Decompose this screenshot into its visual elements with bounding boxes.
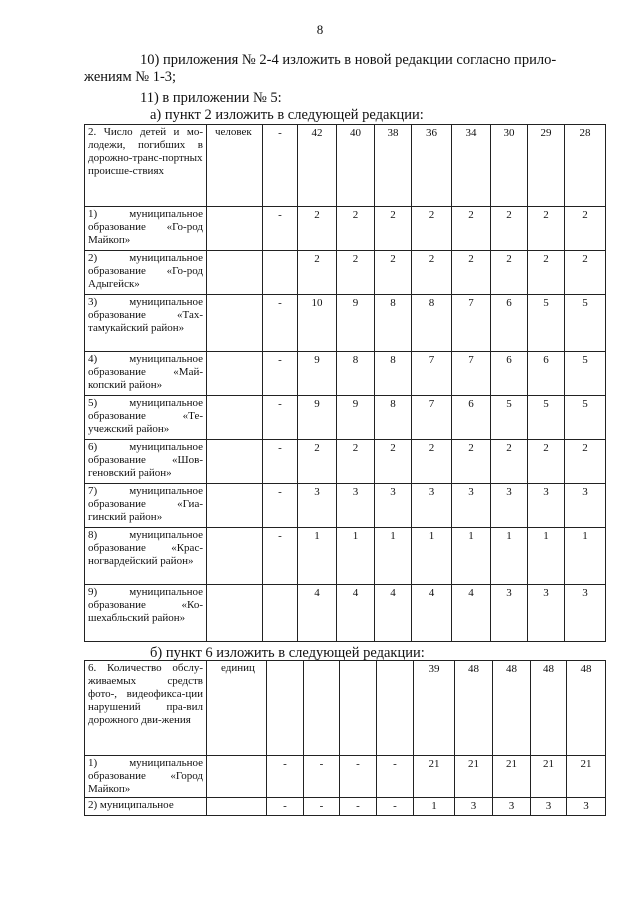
value-cell: 2: [528, 207, 565, 251]
value-cell: 38: [375, 125, 412, 207]
value-cell: 2: [298, 207, 337, 251]
value-cell: 2: [412, 440, 452, 484]
value-cell: 2: [337, 440, 375, 484]
row-label: 4) муниципальное образование «Май-копский район»: [85, 352, 207, 396]
row-label: 9) муниципальное образование «Ко-шехабльский район»: [85, 585, 207, 642]
value-cell: 21: [567, 756, 606, 798]
value-cell: -: [377, 798, 414, 816]
value-cell: 21: [455, 756, 493, 798]
value-cell: 5: [491, 396, 528, 440]
dash-cell: -: [263, 484, 298, 528]
table-row: [85, 484, 606, 528]
value-cell: 48: [493, 661, 531, 756]
value-cell: 48: [455, 661, 493, 756]
table-row: [85, 295, 606, 352]
value-cell: -: [267, 798, 304, 816]
value-cell: 3: [528, 484, 565, 528]
value-cell: 9: [298, 352, 337, 396]
value-cell: 3: [491, 484, 528, 528]
value-cell: 2: [491, 251, 528, 295]
value-cell: 2: [452, 207, 491, 251]
value-cell: 28: [565, 125, 606, 207]
value-cell: 2: [375, 207, 412, 251]
value-cell: 6: [528, 352, 565, 396]
value-cell: 2: [528, 440, 565, 484]
value-cell: 1: [528, 528, 565, 585]
page-number: 8: [316, 22, 324, 37]
value-cell: 21: [414, 756, 455, 798]
value-cell: 2: [298, 251, 337, 295]
value-cell: 5: [528, 295, 565, 352]
value-cell: 3: [491, 585, 528, 642]
value-cell: 3: [452, 484, 491, 528]
value-cell: 7: [412, 396, 452, 440]
value-cell: 30: [491, 125, 528, 207]
table-row: [85, 756, 606, 798]
value-cell: 2: [565, 440, 606, 484]
value-cell: 5: [528, 396, 565, 440]
table-row: [85, 125, 606, 207]
value-cell: 1: [412, 528, 452, 585]
value-cell: 2: [452, 251, 491, 295]
value-cell: 2: [375, 440, 412, 484]
table-b: [84, 660, 606, 816]
value-cell: 5: [565, 396, 606, 440]
dash-cell: -: [263, 352, 298, 396]
dash-cell: -: [263, 125, 298, 207]
value-cell: 9: [337, 396, 375, 440]
value-cell: 6: [491, 352, 528, 396]
value-cell: 3: [493, 798, 531, 816]
value-cell: 8: [337, 352, 375, 396]
row-label: 6) муниципальное образование «Шов-геновский район»: [85, 440, 207, 484]
value-cell: 48: [567, 661, 606, 756]
row-label: 3) муниципальное образование «Тах-тамукайский район»: [85, 295, 207, 352]
value-cell: 3: [298, 484, 337, 528]
value-cell: 2: [337, 251, 375, 295]
value-cell: 42: [298, 125, 337, 207]
paragraph-11: 11) в приложении № 5:: [140, 90, 282, 106]
value-cell: [267, 661, 304, 756]
table-row: [85, 251, 606, 295]
value-cell: -: [340, 798, 377, 816]
value-cell: 3: [375, 484, 412, 528]
unit-cell: единиц: [207, 661, 267, 756]
dash-cell: -: [263, 207, 298, 251]
row-label: 2. Число детей и мо-лодежи, погибших в дорожно-транс-портных происше-ствиях: [85, 125, 207, 207]
value-cell: 1: [337, 528, 375, 585]
value-cell: 2: [491, 440, 528, 484]
value-cell: 1: [565, 528, 606, 585]
value-cell: 2: [337, 207, 375, 251]
value-cell: 4: [298, 585, 337, 642]
value-cell: [340, 661, 377, 756]
row-label: 5) муниципальное образование «Те-учежский район»: [85, 396, 207, 440]
value-cell: 2: [565, 207, 606, 251]
value-cell: 1: [414, 798, 455, 816]
unit-cell: [207, 798, 267, 816]
row-label: 6. Количество обслу-живаемых средств фото-, видеофикса-ции нарушений пра-вил дорожного дви-жения: [85, 661, 207, 756]
table-row: [85, 396, 606, 440]
value-cell: 1: [452, 528, 491, 585]
unit-cell: [207, 440, 263, 484]
value-cell: 9: [298, 396, 337, 440]
paragraph-10-line2: жениям № 1-3;: [84, 69, 177, 85]
value-cell: 3: [565, 484, 606, 528]
table-row: [85, 440, 606, 484]
table-row: [85, 585, 606, 642]
value-cell: 5: [565, 295, 606, 352]
table-row: [85, 352, 606, 396]
unit-cell: [207, 251, 263, 295]
dash-cell: -: [263, 396, 298, 440]
value-cell: -: [267, 756, 304, 798]
value-cell: -: [304, 756, 340, 798]
value-cell: -: [304, 798, 340, 816]
unit-cell: [207, 484, 263, 528]
dash-cell: -: [263, 440, 298, 484]
table-a: [84, 124, 606, 642]
value-cell: 4: [375, 585, 412, 642]
value-cell: 1: [375, 528, 412, 585]
table-row: [85, 798, 606, 816]
value-cell: 2: [375, 251, 412, 295]
subparagraph-a: а) пункт 2 изложить в следующей редакции:: [150, 107, 424, 123]
value-cell: 10: [298, 295, 337, 352]
value-cell: 1: [491, 528, 528, 585]
value-cell: 3: [567, 798, 606, 816]
dash-cell: -: [263, 528, 298, 585]
value-cell: [304, 661, 340, 756]
value-cell: -: [340, 756, 377, 798]
unit-cell: [207, 396, 263, 440]
row-label: 2) муниципальное образование «Го-род Адыгейск»: [85, 251, 207, 295]
table-row: [85, 661, 606, 756]
value-cell: 2: [412, 251, 452, 295]
unit-cell: [207, 756, 267, 798]
value-cell: 2: [412, 207, 452, 251]
row-label: 1) муниципальное образование «Город Майкоп»: [85, 756, 207, 798]
value-cell: [377, 661, 414, 756]
dash-cell: -: [263, 295, 298, 352]
value-cell: 3: [531, 798, 567, 816]
value-cell: 7: [412, 352, 452, 396]
value-cell: 3: [337, 484, 375, 528]
value-cell: 29: [528, 125, 565, 207]
value-cell: 4: [412, 585, 452, 642]
value-cell: 7: [452, 295, 491, 352]
value-cell: 6: [491, 295, 528, 352]
value-cell: 2: [491, 207, 528, 251]
unit-cell: человек: [207, 125, 263, 207]
value-cell: 5: [565, 352, 606, 396]
value-cell: 3: [455, 798, 493, 816]
value-cell: 4: [452, 585, 491, 642]
value-cell: 9: [337, 295, 375, 352]
value-cell: 2: [528, 251, 565, 295]
unit-cell: [207, 585, 263, 642]
row-label: 1) муниципальное образование «Го-род Майкоп»: [85, 207, 207, 251]
value-cell: 40: [337, 125, 375, 207]
value-cell: 6: [452, 396, 491, 440]
row-label: 2) муниципальное: [85, 798, 207, 816]
value-cell: 3: [412, 484, 452, 528]
value-cell: 36: [412, 125, 452, 207]
dash-cell: [263, 251, 298, 295]
subparagraph-b: б) пункт 6 изложить в следующей редакции:: [150, 645, 425, 661]
unit-cell: [207, 352, 263, 396]
table-row: [85, 528, 606, 585]
unit-cell: [207, 207, 263, 251]
value-cell: 8: [375, 352, 412, 396]
value-cell: 39: [414, 661, 455, 756]
unit-cell: [207, 528, 263, 585]
value-cell: 1: [298, 528, 337, 585]
row-label: 7) муниципальное образование «Гиа-гинский район»: [85, 484, 207, 528]
value-cell: 2: [565, 251, 606, 295]
paragraph-10-line1: 10) приложения № 2-4 изложить в новой редакции согласно прило-: [140, 52, 557, 68]
value-cell: 7: [452, 352, 491, 396]
row-label: 8) муниципальное образование «Крас-ногвардейский район»: [85, 528, 207, 585]
value-cell: 21: [493, 756, 531, 798]
value-cell: 21: [531, 756, 567, 798]
value-cell: 2: [298, 440, 337, 484]
value-cell: 48: [531, 661, 567, 756]
value-cell: 8: [375, 396, 412, 440]
value-cell: -: [377, 756, 414, 798]
value-cell: 3: [528, 585, 565, 642]
table-row: [85, 207, 606, 251]
value-cell: 8: [412, 295, 452, 352]
value-cell: 3: [565, 585, 606, 642]
value-cell: 8: [375, 295, 412, 352]
value-cell: 4: [337, 585, 375, 642]
dash-cell: [263, 585, 298, 642]
value-cell: 34: [452, 125, 491, 207]
unit-cell: [207, 295, 263, 352]
value-cell: 2: [452, 440, 491, 484]
